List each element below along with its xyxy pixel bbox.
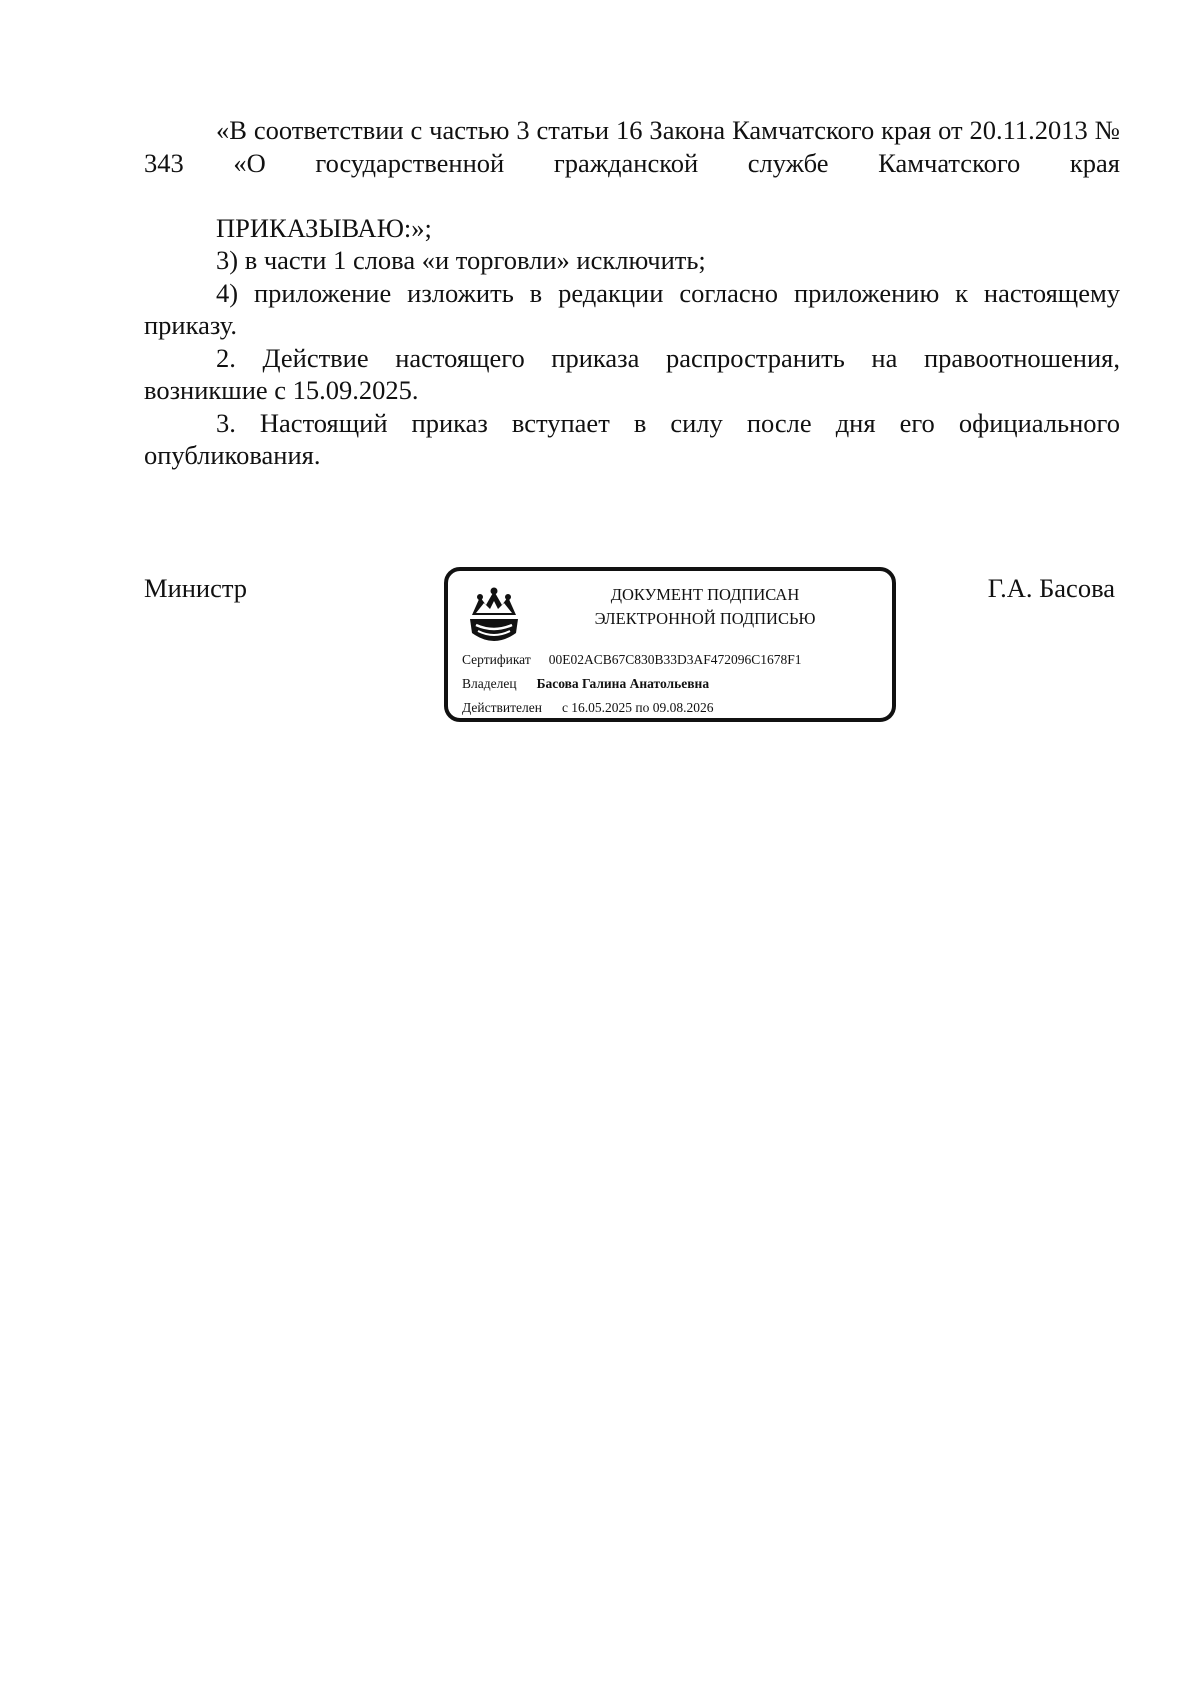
paragraph-item-4: 4) приложение изложить в редакции согласно приложению к настоящему приказу. [144,277,1120,340]
stamp-certificate-row [462,651,802,669]
paragraph-item-3: 3) в части 1 слова «и торговли» исключить; [216,245,706,275]
signatory-name: Г.А. Басова [987,573,1115,603]
document-body [144,114,1120,472]
stamp-owner-row [462,675,709,693]
owner-value: Басова Галина Анатольевна [536,676,710,691]
stamp-title-line-1: ДОКУМЕНТ ПОДПИСАН [610,585,800,604]
certificate-label: Сертификат [462,652,531,667]
paragraph-order: ПРИКАЗЫВАЮ:»; [216,212,432,243]
stamp-title [528,583,882,631]
owner-label: Владелец [462,676,517,691]
stamp-title-line-2: ЭЛЕКТРОННОЙ ПОДПИСЬЮ [594,609,816,628]
paragraph-spacer [144,179,1120,212]
kamchatka-coat-of-arms-icon [466,585,522,647]
certificate-value: 00E02ACB67C830B33D3AF472096C1678F1 [548,652,802,667]
paragraph-law-reference: «В соответствии с частью 3 статьи 16 Закона Камчатского края от 20.11.2013 № 343 «О государственной гражданской службе Камчатского края [144,115,1120,178]
paragraph-clause-3: 3. Настоящий приказ вступает в силу после дня его официального опубликования. [144,407,1120,470]
signatory-position: Министр [144,573,248,603]
validity-value: с 16.05.2025 по 09.08.2026 [561,700,714,715]
validity-label: Действителен [462,700,542,715]
stamp-validity-row [462,699,714,717]
paragraph-clause-2: 2. Действие настоящего приказа распространить на правоотношения, возникшие с 15.09.2025. [144,342,1120,405]
electronic-signature-stamp [444,567,896,722]
